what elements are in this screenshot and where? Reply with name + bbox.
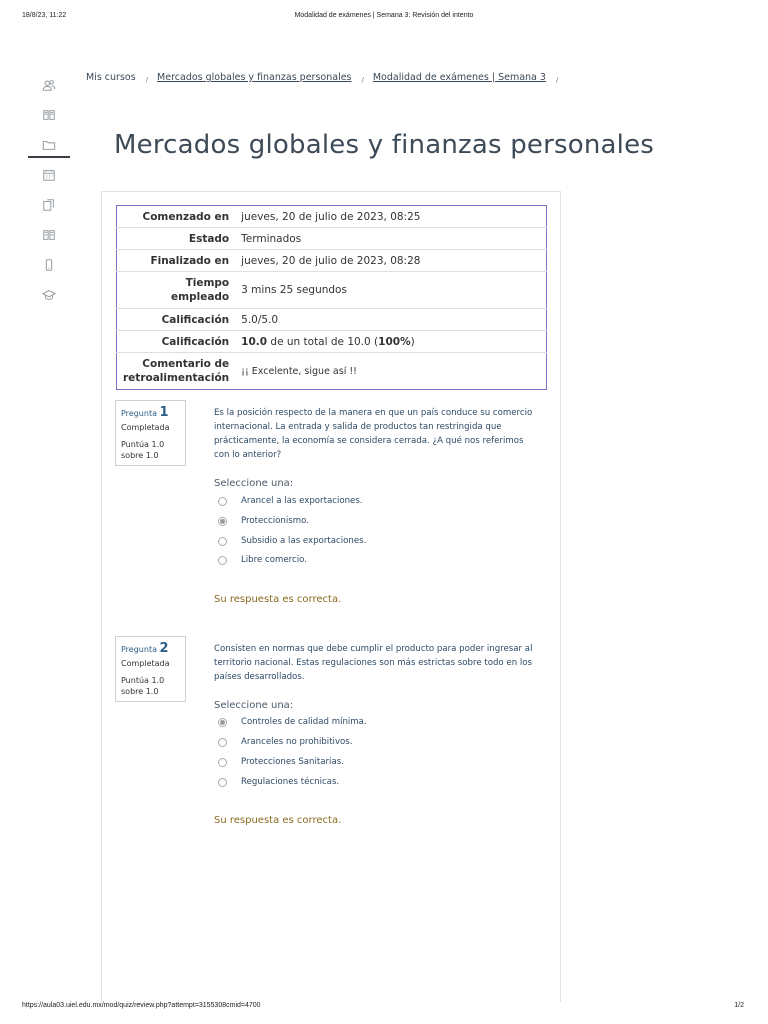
question-2-option-2[interactable]: [218, 737, 353, 747]
question-1-feedback: Su respuesta es correcta.: [214, 594, 342, 605]
grade-total-label: Calificación: [117, 331, 236, 353]
state-label: Estado: [117, 228, 236, 250]
option-label: Controles de calidad mínima.: [241, 717, 367, 727]
book-open-icon: [42, 228, 56, 242]
question-2-feedback: Su respuesta es correcta.: [214, 815, 342, 826]
question-1-mark-line-1: Puntúa 1.0: [121, 440, 165, 449]
print-title: Modalidad de exámenes | Semana 3: Revisión del intento: [294, 12, 474, 19]
option-label: Regulaciones técnicas.: [241, 777, 340, 787]
grade-total-mid: de un total de 10.0 (: [267, 335, 379, 348]
question-1-heading: [121, 405, 180, 420]
copy-icon: [42, 198, 56, 212]
feedback-value: ¡¡ Excelente, sigue así !!: [235, 353, 546, 390]
question-1-label: Pregunta: [121, 409, 157, 418]
breadcrumb-separator: /: [361, 75, 364, 84]
feedback-label: [117, 353, 236, 390]
radio-button[interactable]: [218, 556, 227, 565]
question-1-number: 1: [159, 405, 169, 420]
sidebar-item-files[interactable]: [28, 130, 70, 160]
sidebar-item-grades[interactable]: [28, 100, 70, 130]
question-1-select-label: Seleccione una:: [214, 478, 294, 489]
radio-button[interactable]: [218, 738, 227, 747]
page-title: Mercados globales y finanzas personales: [114, 130, 655, 160]
book-icon: [42, 108, 56, 122]
breadcrumb-quiz[interactable]: Modalidad de exámenes | Semana 3: [372, 72, 546, 83]
grade-total-value: [235, 331, 546, 353]
time-label-line-2: empleado: [171, 291, 230, 303]
question-2-mark-line-1: Puntúa 1.0: [121, 676, 165, 685]
question-1-state: Completada: [121, 423, 170, 432]
graduation-cap-icon: [42, 288, 56, 302]
option-label: Arancel a las exportaciones.: [241, 496, 363, 506]
grade-total-end: ): [410, 335, 415, 348]
question-1-option-3[interactable]: [218, 536, 366, 546]
question-1-info: [115, 400, 186, 466]
option-label: Subsidio a las exportaciones.: [241, 536, 367, 546]
print-url: https://aula03.uiel.edu.mx/mod/quiz/review.php?attempt=3155308cmid=4700: [22, 1002, 261, 1009]
print-header: [0, 12, 768, 24]
breadcrumb-separator: /: [145, 75, 149, 84]
question-2-mark: [121, 675, 180, 697]
folder-icon: [42, 138, 56, 152]
question-1-mark: [121, 439, 180, 461]
summary-row-started: [117, 206, 547, 228]
feedback-label-line-1: Comentario de: [142, 358, 230, 370]
feedback-label-line-2: retroalimentación: [123, 372, 230, 384]
radio-button-selected[interactable]: [218, 517, 227, 526]
grade-label: Calificación: [117, 309, 236, 331]
question-2-number: 2: [159, 641, 169, 656]
sidebar-item-library[interactable]: [28, 220, 70, 250]
option-label: Libre comercio.: [241, 555, 307, 565]
sidebar: [28, 70, 70, 310]
breadcrumb-my-courses[interactable]: Mis cursos: [86, 72, 136, 83]
breadcrumb: [86, 72, 567, 83]
print-footer: [0, 1002, 768, 1014]
calendar-icon: [42, 168, 56, 182]
sidebar-item-resources[interactable]: [28, 190, 70, 220]
summary-row-state: [117, 228, 547, 250]
question-1-option-2[interactable]: [218, 516, 309, 526]
time-label: [117, 272, 236, 309]
breadcrumb-separator: /: [555, 75, 559, 84]
sidebar-item-mobile[interactable]: [28, 250, 70, 280]
summary-row-grade-total: [117, 331, 547, 353]
started-label: Comenzado en: [142, 210, 230, 223]
question-2-option-3[interactable]: [218, 757, 344, 767]
finished-value: jueves, 20 de julio de 2023, 08:28: [235, 250, 546, 272]
question-1-option-4[interactable]: [218, 555, 307, 565]
question-2-text: Consisten en normas que debe cumplir el producto para poder ingresar al territorio nacional. Estas regulaciones son más estrictas sobre todo en los países desarrollados.: [214, 644, 533, 682]
question-1-mark-line-2: sobre 1.0: [121, 451, 159, 460]
question-2-select-label: Seleccione una:: [214, 700, 294, 711]
radio-button[interactable]: [218, 758, 227, 767]
print-page-number: 1/2: [734, 1002, 744, 1009]
print-datetime: 18/8/23, 11:22: [22, 12, 67, 19]
sidebar-item-calendar[interactable]: [28, 160, 70, 190]
grade-total-score: 10.0: [241, 335, 268, 348]
question-2-option-1[interactable]: [218, 717, 367, 727]
summary-row-finished: [117, 250, 547, 272]
option-label: Proteccionismo.: [241, 516, 309, 526]
sidebar-item-education[interactable]: [28, 280, 70, 310]
radio-button-selected[interactable]: [218, 718, 227, 727]
attempt-summary-table: [116, 205, 547, 390]
question-2-info: [115, 636, 186, 702]
mobile-icon: [42, 258, 56, 272]
radio-button[interactable]: [218, 497, 227, 506]
user-group-icon: [42, 78, 56, 92]
question-1-text: Es la posición respecto de la manera en que un país conduce su comercio internacional. La entrada y salida de productos tan restringida que prácticamente, la economía se considera cerrada. ¿A qué nos referimos con lo anterior?: [214, 408, 533, 460]
sidebar-item-participants[interactable]: [28, 70, 70, 100]
question-2-label: Pregunta: [121, 645, 157, 654]
question-2-state: Completada: [121, 659, 170, 668]
breadcrumb-course[interactable]: Mercados globales y finanzas personales: [157, 72, 352, 83]
started-value: jueves, 20 de julio de 2023, 08:25: [241, 210, 421, 223]
option-label: Aranceles no prohibitivos.: [241, 737, 353, 747]
summary-row-grade: [117, 309, 547, 331]
grade-total-percent: 100%: [378, 335, 411, 348]
summary-row-time: [117, 272, 547, 309]
radio-button[interactable]: [218, 537, 227, 546]
time-value: 3 mins 25 segundos: [235, 272, 546, 309]
grade-value: 5.0/5.0: [235, 309, 546, 331]
finished-label: Finalizado en: [117, 250, 236, 272]
question-2-mark-line-2: sobre 1.0: [121, 687, 159, 696]
question-2-heading: [121, 641, 180, 656]
question-2-option-4[interactable]: [218, 777, 339, 787]
question-1-option-1[interactable]: [218, 496, 363, 506]
radio-button[interactable]: [218, 778, 227, 787]
option-label: Protecciones Sanitarias.: [241, 757, 344, 767]
time-label-line-1: Tiempo: [185, 277, 230, 289]
state-value: Terminados: [235, 228, 546, 250]
summary-row-feedback: [117, 353, 547, 390]
